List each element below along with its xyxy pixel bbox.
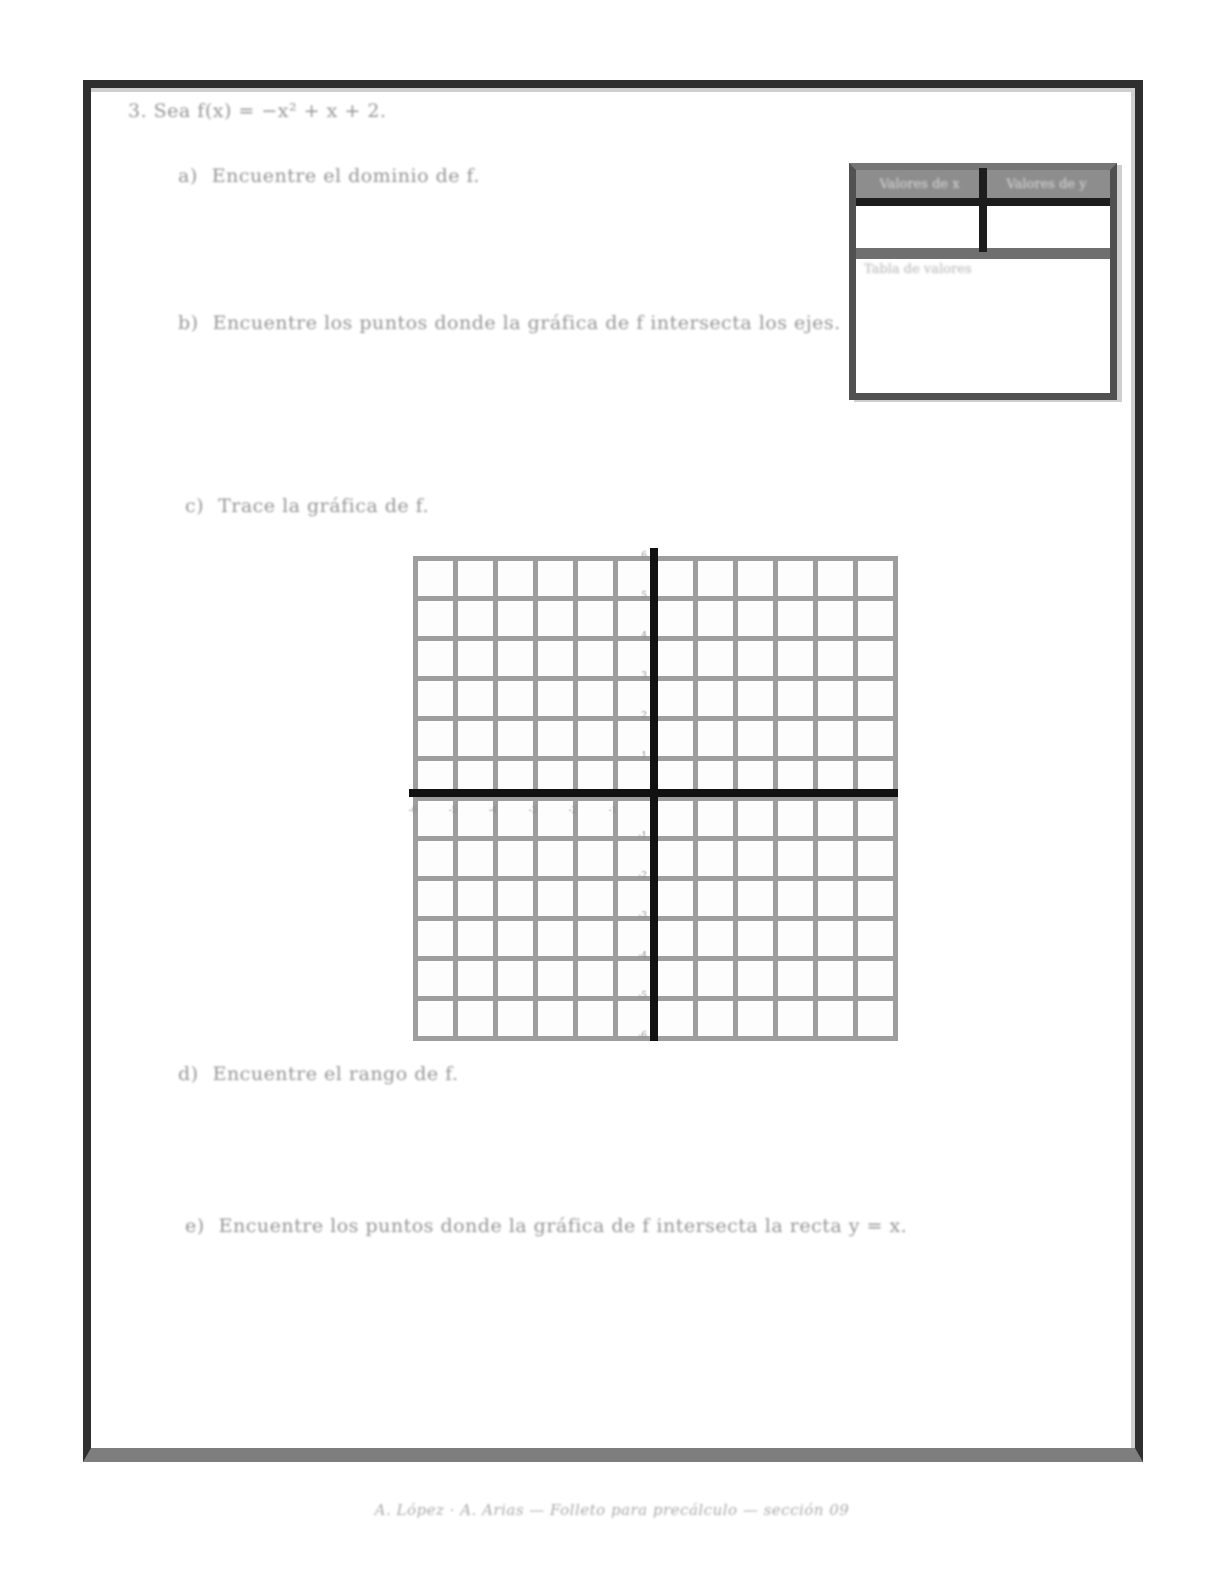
part-a-label: a): [178, 165, 198, 187]
part-b-label: b): [178, 312, 199, 334]
tick-label: -6: [408, 806, 418, 816]
part-b-text: Encuentre los puntos donde la gráfica de f intersecta los ejes.: [212, 312, 841, 334]
part-c-text: Trace la gráfica de f.: [218, 495, 430, 517]
tick-label: 6: [641, 551, 647, 561]
part-a-text: Encuentre el dominio de f.: [211, 165, 480, 187]
part-a: [178, 165, 480, 187]
values-table-box: [849, 163, 1117, 400]
footer-credit: A. López · A. Arias — Folleto para precálculo — sección 09: [374, 1501, 850, 1519]
tick-label: -1: [608, 806, 618, 816]
tick-label: -2: [638, 871, 647, 881]
part-e-label: e): [185, 1215, 205, 1237]
part-e: [185, 1215, 907, 1237]
tick-label: -4: [638, 951, 647, 961]
tick-label: -5: [638, 991, 647, 1001]
tick-label: -3: [528, 806, 538, 816]
tick-label: 4: [641, 631, 647, 641]
part-c-label: c): [185, 495, 205, 517]
part-c: [185, 495, 429, 517]
tick-label: -2: [568, 806, 578, 816]
tick-label: 2: [641, 711, 647, 721]
values-table-col2-header: Valores de y: [1006, 176, 1087, 192]
part-d-text: Encuentre el rango de f.: [212, 1063, 459, 1085]
part-e-text: Encuentre los puntos donde la gráfica de f intersecta la recta y = x.: [218, 1215, 908, 1237]
tick-label: 1: [641, 751, 647, 761]
x-axis: [409, 789, 898, 797]
tick-label: 3: [641, 671, 647, 681]
part-d-label: d): [178, 1063, 199, 1085]
tick-label: -5: [448, 806, 458, 816]
tick-label: -6: [638, 1031, 647, 1041]
tick-label: 5: [641, 591, 647, 601]
part-d: [178, 1063, 459, 1085]
problem-statement: 3. Sea f(x) = −x² + x + 2.: [128, 100, 387, 122]
tick-label: -3: [638, 911, 647, 921]
tick-label: -4: [488, 806, 498, 816]
values-table-column-divider: [979, 168, 987, 252]
part-b: [178, 312, 841, 334]
values-table-section-label: Tabla de valores: [864, 262, 972, 277]
values-table-col1-header: Valores de x: [879, 176, 960, 192]
tick-label: -1: [638, 831, 647, 841]
